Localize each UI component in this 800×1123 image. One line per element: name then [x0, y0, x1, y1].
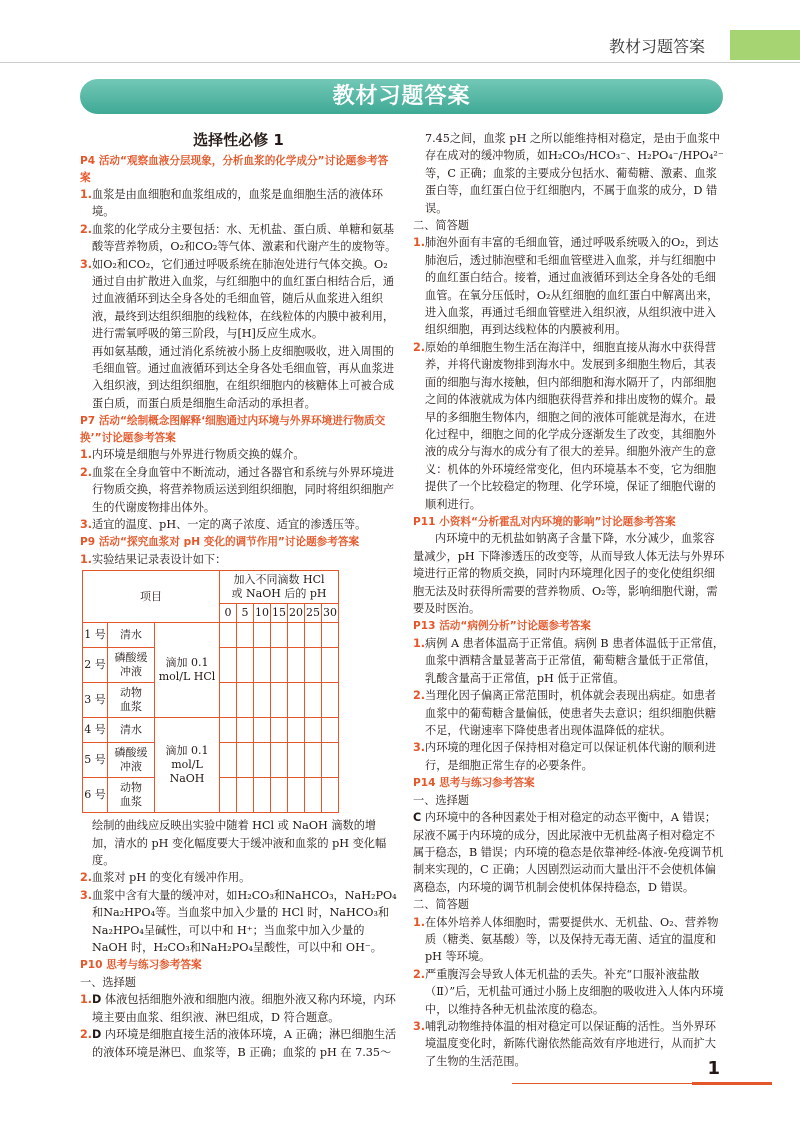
answer-p9-2: 2.血浆对 pH 的变化有缓冲作用。 — [80, 871, 251, 885]
answer-p10-s1: 1.肺泡外面有丰富的毛细血管，通过呼吸系统吸入的O₂，到达肺泡后，透过肺泡壁和毛细血管壁进入血浆，并与红细胞中的血红蛋白结合。接着，通过血液循环到达全身各处的毛细血管。在氧分压低时，O₂从红细胞的血红蛋白中解离出来，进入血浆，再通过毛细血管壁进入组织液，从组织液中进入组织细胞，再到达线粒体的内膜被利用。 — [413, 236, 719, 337]
table-drop: 30 — [322, 604, 339, 623]
subheading-choice-2: 一、选择题 — [413, 793, 469, 807]
answer-p10-2: 2.D 内环境是细胞直接生活的液体环境，A 正确；淋巴细胞生活的液体环境是淋巴、血浆等，B 正确；血浆的 pH 在 7.35～ — [80, 1028, 397, 1059]
answer-p13-1: 1.病例 A 患者体温高于正常值。病例 B 患者体温低于正常值，血浆中酒精含量显著高于正常值，葡萄糖含量低于正常值，乳酸含量高于正常值，pH 低于正常值。 — [413, 636, 725, 685]
heading-p9: P9 活动“探究血浆对 pH 变化的调节作用”讨论题参考答案 — [80, 536, 360, 549]
answer-p7-1: 1.内环境是细胞与外界进行物质交换的媒介。 — [80, 448, 305, 462]
subheading-choice: 一、选择题 — [80, 975, 136, 989]
answer-p14-3: 3.哺乳动物维持体温的相对稳定可以保证酶的活性。当外界环境温度变化时，新陈代谢依然能高效有序地进行，从而扩大了生物的生活范围。 — [413, 1020, 716, 1068]
subheading-short-answer: 二、简答题 — [413, 219, 469, 233]
answer-p13-2: 2.当理化因子偏离正常范围时，机体就会表现出病症。如患者血浆中的葡萄糖含量偏低，使患者失去意识；组织细胞供糖不足，代谢速率下降使患者出现体温降低的症状。 — [413, 689, 716, 737]
heading-p13: P13 活动“病例分析”讨论题参考答案 — [413, 620, 591, 633]
header-accent-block — [730, 30, 800, 60]
header-tab-title: 教材习题答案 — [608, 37, 705, 56]
answer-p4-1: 1.血浆是由血细胞和血浆组成的，血浆是血细胞生活的液体环境。 — [80, 188, 383, 219]
table-row — [83, 623, 339, 648]
header-bar — [0, 30, 800, 62]
table-row-no: 1 号 — [83, 623, 108, 648]
answer-p9-1: 1.实验结果记录表设计如下： — [80, 552, 227, 566]
subheading-short-answer-2: 二、简答题 — [413, 898, 469, 912]
table-row — [83, 718, 339, 743]
heading-p10: P10 思考与练习参考答案 — [80, 959, 202, 972]
table-row-no: 3 号 — [83, 683, 108, 718]
table-row-name: 动物血浆 — [108, 778, 155, 813]
table-row-no: 6 号 — [83, 778, 108, 813]
table-drop: 10 — [254, 604, 271, 623]
banner-title: 教材习题答案 — [80, 79, 723, 114]
answer-p10-2b: 7.45之间，血浆 pH 之所以能维持相对稳定，是由于血浆中存在成对的缓冲物质，如H₂CO₃/HCO₃⁻、H₂PO₄⁻/HPO₄²⁻等，C 正确；血浆的主要成分包括水、葡萄糖、激素、血浆蛋白等，血红蛋白位于红细胞内，不属于血浆的成分，D 错误。 — [425, 132, 724, 215]
answer-p7-3: 3.适宜的温度、pH、一定的离子浓度、适宜的渗透压等。 — [80, 517, 367, 531]
table-row-name: 动物血浆 — [108, 683, 155, 718]
answer-p4-3: 3.如O₂和CO₂，它们通过呼吸系统在肺泡处进行气体交换。O₂通过自由扩散进入血浆，与红细胞中的血红蛋白相结合后，通过血液循环到达全身各处的毛细血管，随后从血浆进入组织液，最终到达组织细胞的线粒体，在线粒体的内膜中被利用，进行需氧呼吸的第三阶段，与[H]反应生成水。 — [80, 257, 395, 341]
table-row-no: 2 号 — [83, 648, 108, 683]
page-number: 1 — [707, 1058, 720, 1079]
table-row-no: 5 号 — [83, 743, 108, 778]
table-row-name: 磷酸缓冲液 — [108, 648, 155, 683]
heading-p11: P11 小资料“分析霍乱对内环境的影响”讨论题参考答案 — [413, 515, 676, 528]
answer-p14-1: 1.在体外培养人体细胞时，需要提供水、无机盐、O₂、营养物质（糖类、氨基酸）等，以及保持无毒无菌、适宜的温度和 pH 等环境。 — [413, 915, 719, 964]
table-drop: 0 — [220, 604, 237, 623]
footer-thin-line — [512, 1083, 692, 1084]
answer-p9-1b: 绘制的曲线应反映出实验中随着 HCl 或 NaOH 滴数的增加，清水的 pH 变化幅度要大于缓冲液和血浆的 pH 变化幅度。 — [92, 819, 387, 868]
table-add-naoh: 滴加 0.1 mol/L NaOH — [155, 718, 220, 813]
table-drop: 15 — [271, 604, 288, 623]
answer-p4-2: 2.血浆的化学成分主要包括：水、无机盐、蛋白质、单糖和氨基酸等营养物质，O₂和CO₂等气体、激素和代谢产生的废物等。 — [80, 222, 397, 254]
left-column — [80, 130, 397, 1061]
table-drop: 20 — [288, 604, 305, 623]
answer-p14-2: 2.严重腹泻会导致人体无机盐的丢失。补充“口服补液盐散（Ⅱ）”后，无机盐可通过小肠上皮细胞的吸收进入人体内环境中，以维持各种无机盐浓度的稳态。 — [413, 967, 724, 1016]
heading-p4: P4 活动“观察血液分层现象，分析血浆的化学成分”讨论题参考答案 — [80, 155, 389, 184]
right-column — [413, 130, 725, 1070]
section-title: 选择性必修 1 — [193, 131, 284, 149]
table-row-name: 磷酸缓冲液 — [108, 743, 155, 778]
table-drop: 5 — [237, 604, 254, 623]
table-row-name: 清水 — [108, 623, 155, 648]
heading-p7: P7 活动“绘制概念图解释‘细胞通过内环境与外界环境进行物质交换’”讨论题参考答案 — [80, 415, 386, 444]
experiment-table — [82, 570, 339, 813]
answer-p10-s2: 2.原始的单细胞生物生活在海洋中，细胞直接从海水中获得营养，并将代谢废物排到海水中。发展到多细胞生物后，其表面的细胞与海水接触，但内部细胞和海水隔开了，内部细胞之间的体液就成为体内细胞获得营养和排出废物的媒介。最早的多细胞生物体内，细胞之间的液体可能就是海水，在进化过程中，细胞之间的化学成分逐渐发生了改变，其细胞外液的成分与海水的成分有了很大的差异。细胞外液产生的意义：机体的外环境经常变化，但内环境基本不变，它为细胞提供了一个比较稳定的物理、化学环境，保证了细胞代谢的顺利进行。 — [413, 340, 716, 511]
table-add-hcl: 滴加 0.1 mol/L HCl — [155, 623, 220, 718]
heading-p14: P14 思考与练习参考答案 — [413, 777, 535, 790]
answer-p11: 内环境中的无机盐如钠离子含量下降，水分减少，血浆容量减少，pH 下降渗透压的改变等，从而导致人体无法与外界环境进行正常的物质交换，同时内环境理化因子的变化使组织细胞无法及时获得所需要的营养物质、O₂等，影响细胞代谢，需要及时医治。 — [413, 532, 725, 616]
answer-p14-c: C 内环境中的各种因素处于相对稳定的动态平衡中，A 错误；尿液不属于内环境的成分，因此尿液中无机盐离子相对稳定不属于稳态，B 错误；内环境的稳态是依靠神经-体液-免疫调节机制来实现的，C 正确；人因剧烈运动而大量出汗不会使机体偏离稳态，内环境的调节机制会使机体保持稳态，D 错误。 — [413, 811, 724, 894]
table-drop: 25 — [305, 604, 322, 623]
table-top-header: 加入不同滴数 HCl 或 NaOH 后的 pH — [220, 571, 339, 604]
answer-p13-3: 3.内环境的理化因子保持相对稳定可以保证机体代谢的顺利进行，是细胞正常生存的必要条件。 — [413, 741, 716, 772]
footer-accent-line — [692, 1082, 772, 1085]
answer-p9-3: 3.血浆中含有大量的缓冲对，如H₂CO₃和NaHCO₃，NaH₂PO₄和Na₂HPO₄等。当血浆中加入少量的 HCl 时，NaHCO₃和Na₂HPO₄呈碱性，可以中和 H⁺；当血浆中加入少量的 NaOH 时，H₂CO₃和NaH₂PO₄呈酸性，可以中和 OH⁻。 — [80, 888, 397, 955]
table-item-header: 项目 — [83, 571, 220, 623]
header-rule — [0, 62, 800, 63]
answer-p4-3b: 再如氨基酸，通过消化系统被小肠上皮细胞吸收，进入周围的毛细血管。通过血液循环到达全身各处毛细血管，再从血浆进入组织液，到达组织细胞，在组织细胞内的核糖体上可被合成蛋白质，而蛋白质是细胞生命活动的承担者。 — [92, 344, 395, 410]
table-row-no: 4 号 — [83, 718, 108, 743]
table-row-name: 清水 — [108, 718, 155, 743]
answer-p7-2: 2.血浆在全身血管中不断流动，通过各器官和系统与外界环境进行物质交换，将营养物质运送到组织细胞，同时将组织细胞产生的代谢废物排出体外。 — [80, 465, 395, 514]
answer-p10-1: 1.D 体液包括细胞外液和细胞内液。细胞外液又称内环境，内环境主要由血浆、组织液、淋巴组成，D 符合题意。 — [80, 993, 396, 1024]
